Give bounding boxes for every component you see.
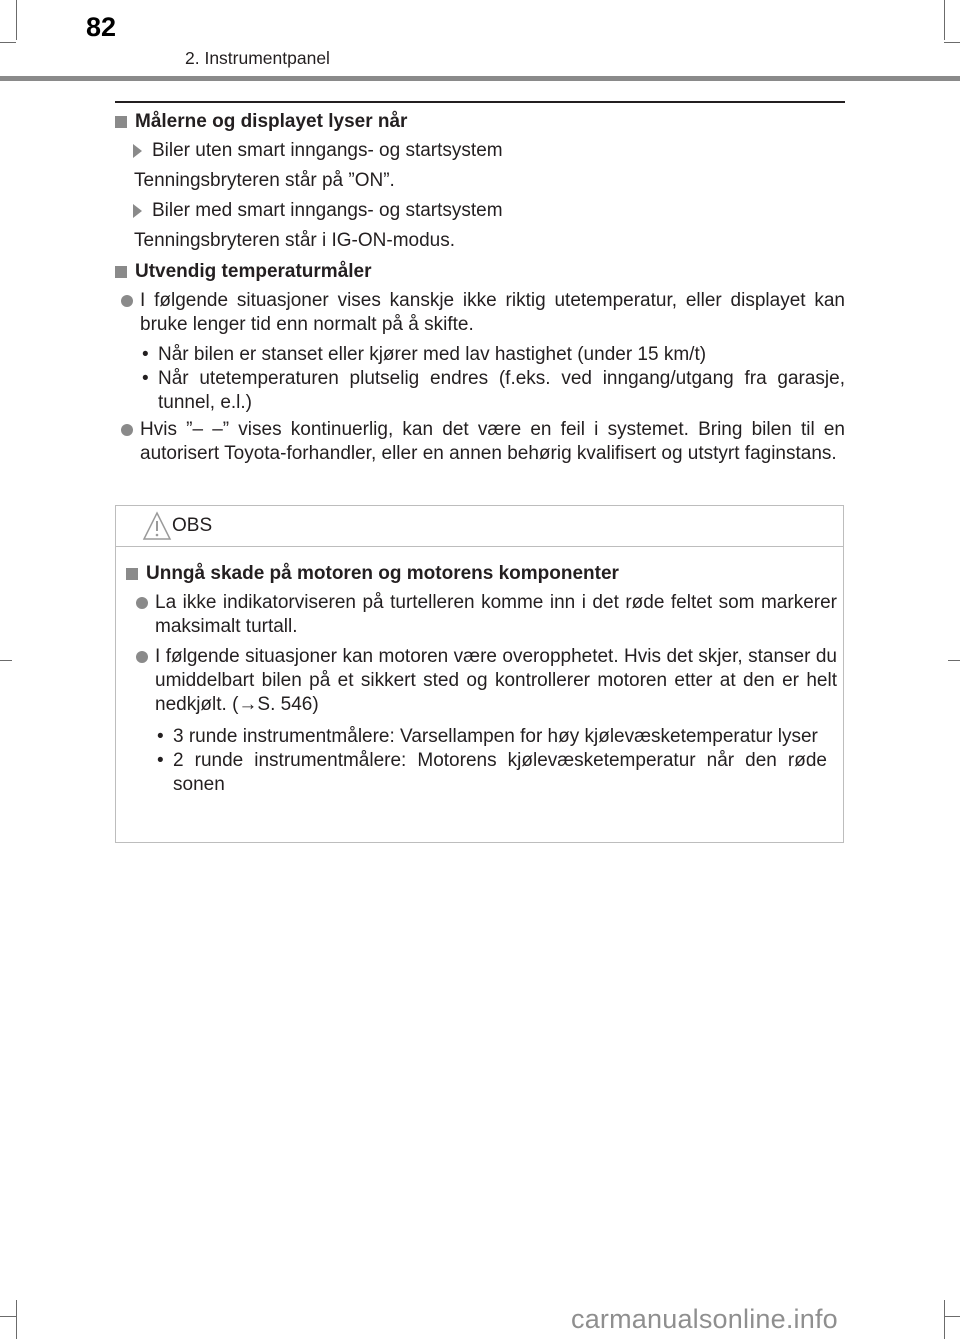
- notice-header: [116, 506, 843, 547]
- square-bullet-icon: [126, 568, 138, 580]
- arrow-bullet-icon: [133, 204, 142, 218]
- page-number: 82: [86, 12, 117, 42]
- notice-label: OBS: [172, 515, 213, 536]
- condition-item: Biler med smart inngangs- og startsystem: [133, 199, 845, 223]
- notice-point: I følgende situasjoner kan motoren være overopphetet. Hvis det skjer, stanser du umiddelbart bilen på et sikkert sted og kontrollerer motoren etter at den er helt nedkjølt. (→S. 546) • 3 runde instrumentmålere: Varsellampen for høy kjølevæsketemperatur lyser • 2 runde instrumentmålere: Motorens kjølevæsketemperatur når den røde sonen: [126, 645, 837, 797]
- list-item: • 2 runde instrumentmålere: Motorens kjølevæsketemperatur når den røde sonen: [155, 749, 827, 797]
- square-bullet-icon: [115, 116, 127, 128]
- section-title: 2. Instrumentpanel: [185, 48, 330, 68]
- temperature-point: Hvis ”– –” vises kontinuerlig, kan det være en feil i systemet. Bring bilen til en autorisert Toyota-forhandler, eller en annen behørig kvalifisert og utstyrt faginstans.: [115, 418, 845, 466]
- bullet-list: [140, 343, 845, 415]
- crop-mark: [944, 0, 945, 40]
- circle-bullet-icon: [136, 597, 148, 609]
- crop-mark: [944, 1300, 945, 1339]
- header-rule: [0, 76, 960, 81]
- warning-triangle-icon: [142, 511, 172, 541]
- crop-mark: [948, 660, 960, 661]
- crop-mark: [16, 1300, 17, 1339]
- section-heading-gauges: Målerne og displayet lyser når: [115, 110, 845, 134]
- crop-mark: [0, 42, 16, 43]
- arrow-bullet-icon: [133, 144, 142, 158]
- circle-bullet-icon: [121, 295, 133, 307]
- circle-bullet-icon: [136, 651, 148, 663]
- list-item: • Når utetemperaturen plutselig endres (f.eks. ved inngang/utgang fra garasje, tunnel, e.l.): [140, 367, 845, 415]
- crop-mark: [944, 1316, 960, 1317]
- main-content: [115, 108, 845, 466]
- bullet-list: [155, 725, 827, 797]
- crop-mark: [944, 42, 960, 43]
- crop-mark: [0, 660, 12, 661]
- notice-heading: Unngå skade på motoren og motorens komponenter: [126, 562, 837, 586]
- notice-body: [126, 562, 837, 797]
- notice-point: La ikke indikatorviseren på turtelleren komme inn i det røde feltet som markerer maksimalt turtall.: [126, 591, 837, 639]
- condition-text: Tenningsbryteren står i IG-ON-modus.: [134, 230, 456, 251]
- temperature-point: I følgende situasjoner vises kanskje ikke riktig utetemperatur, eller displayet kan bruke lenger tid enn normalt på å skifte. • Når bilen er stanset eller kjører med lav hastighet (under 15 km/t) • Når utetemperaturen plutselig endres (f.eks. ved inngang/utgang fra garasje, tunnel, e.l.): [115, 289, 845, 415]
- notice-box: [115, 505, 844, 843]
- list-item: • 3 runde instrumentmålere: Varsellampen for høy kjølevæsketemperatur lyser: [155, 725, 827, 749]
- circle-bullet-icon: [121, 424, 133, 436]
- section-heading-temperature: Utvendig temperaturmåler: [115, 260, 845, 284]
- list-item: • Når bilen er stanset eller kjører med lav hastighet (under 15 km/t): [140, 343, 845, 367]
- content-rule: [115, 101, 845, 103]
- condition-text: Tenningsbryteren står på ”ON”.: [134, 170, 395, 191]
- crop-mark: [16, 0, 17, 40]
- crop-mark: [0, 1316, 16, 1317]
- square-bullet-icon: [115, 266, 127, 278]
- condition-item: Biler uten smart inngangs- og startsystem: [133, 139, 845, 163]
- watermark: carmanualsonline.info: [571, 1304, 838, 1334]
